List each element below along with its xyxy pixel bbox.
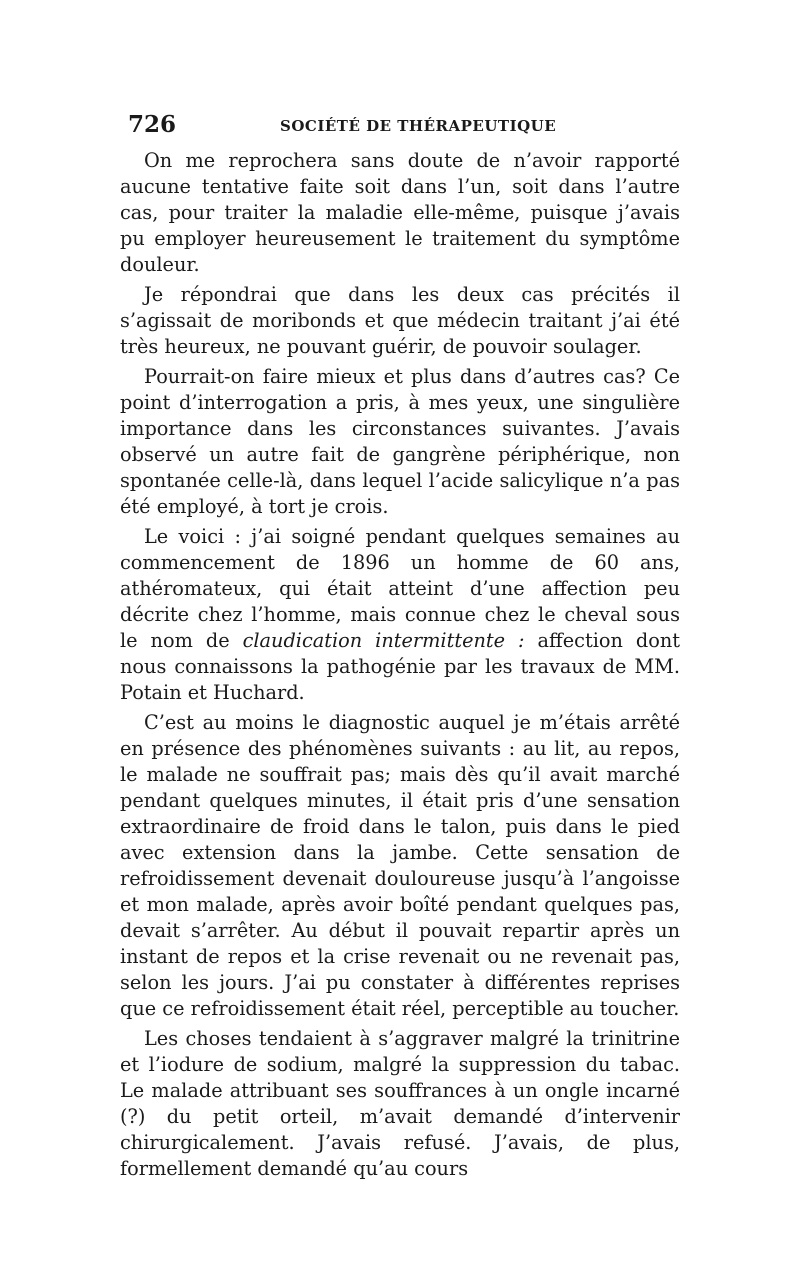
page-number: 726	[128, 111, 177, 138]
paragraph-6: Les choses tendaient à s’aggraver malgré la trinitrine et l’iodure de sodium, malgré la suppression du tabac. Le malade attribuant ses souffrances à un ongle incarné (?) du petit orteil, m’avait demandé d’intervenir chirurgicalement. J’avais refusé. J’avais, de plus, formellement demandé qu’au cours	[120, 1027, 680, 1180]
paragraph-3: Pourrait-on faire mieux et plus dans d’autres cas? Ce point d’interrogation a pris, à mes yeux, une singulière importance dans les circonstances suivantes. J’avais observé un autre fait de gangrène périphérique, non spontanée celle-là, dans lequel l’acide salicylique n’a pas été employé, à tort je crois.	[120, 365, 680, 518]
page-header	[120, 110, 680, 140]
paragraph-4-italic-term: claudication intermittente :	[242, 629, 525, 652]
paragraph-4	[120, 524, 680, 706]
paragraph-1: On me reprochera sans doute de n’avoir rapporté aucune tentative faite soit dans l’un, soit dans l’autre cas, pour traiter la maladie elle-même, puisque j’avais pu employer heureusement le traitement du symptôme douleur.	[120, 149, 680, 276]
paragraph-4-text-after: affection dont nous connaissons la pathogénie par les travaux de MM. Potain et Huchard.	[120, 629, 680, 704]
running-head: SOCIÉTÉ DE THÉRAPEUTIQUE	[280, 117, 557, 135]
paragraph-4-text-before: Le voici : j’ai soigné pendant quelques semaines au commencement de 1896 un homme de 60 ans, athéromateux, qui était atteint d’une affection peu décrite chez l’homme, mais connue chez le cheval sous le nom de	[120, 525, 680, 652]
paragraph-2: Je répondrai que dans les deux cas précités il s’agissait de moribonds et que médecin traitant j’ai été très heureux, ne pouvant guérir, de pouvoir soulager.	[120, 283, 680, 358]
body-text	[120, 148, 680, 1186]
paragraph-5: C’est au moins le diagnostic auquel je m’étais arrêté en présence des phénomènes suivants : au lit, au repos, le malade ne souffrait pas; mais dès qu’il avait marché pendant quelques minutes, il était pris d’une sensation extraordinaire de froid dans le talon, puis dans le pied avec extension dans la jambe. Cette sensation de refroidissement devenait douloureuse jusqu’à l’angoisse et mon malade, après avoir boîté pendant quelques pas, devait s’arrêter. Au début il pouvait repartir après un instant de repos et la crise revenait ou ne revenait pas, selon les jours. J’ai pu constater à différentes reprises que ce refroidissement était réel, perceptible au toucher.	[120, 711, 680, 1020]
